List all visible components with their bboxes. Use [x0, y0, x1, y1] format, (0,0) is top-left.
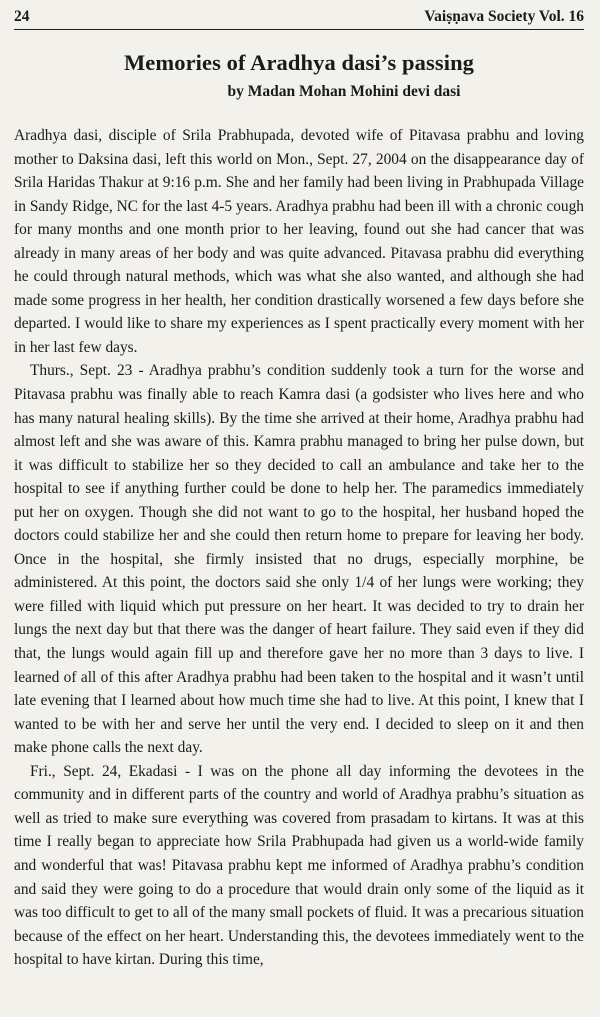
- paragraph-1: Aradhya dasi, disciple of Srila Prabhupada, devoted wife of Pitavasa prabhu and loving mother to Daksina dasi, left this world on Mon., Sept. 27, 2004 on the disappearance day of Srila Haridas Thakur at 9:16 p.m. She and her family had been living in Prabhupada Village in Sandy Ridge, NC for the last 4-5 years. Aradhya prabhu had been ill with a chronic cough for many months and one month prior to her leaving, found out she had cancer that was already in many areas of her body and was quite advanced. Pitavasa prabhu did everything he could through natural methods, which was what she also wanted, and although she had made some progress in her health, her condition drastically worsened a few days before she departed. I would like to share my experiences as I spent practically every moment with her in her last few days.: [14, 127, 584, 356]
- paragraph-3: Fri., Sept. 24, Ekadasi - I was on the phone all day informing the devotees in the community and in different parts of the country and world of Aradhya prabhu’s situation as well as tried to make sure everything was covered from prasadam to kirtans. It was at this time I really began to appreciate how Srila Prabhupada had given us a world-wide family and wonderful that was! Pitavasa prabhu kept me informed of Aradhya prabhu’s condition and said they were going to do a procedure that would drain only some of the liquid as it was too difficult to get to all of the many small pockets of fluid. It was a precarious situation because of the effect on her heart. Understanding this, the devotees immediately went to the hospital to have kirtan. During this time,: [14, 762, 584, 969]
- paragraph-2: Thurs., Sept. 23 - Aradhya prabhu’s condition suddenly took a turn for the worse and Pitavasa prabhu was finally able to reach Kamra dasi (a godsister who lives here and who has many natural healing skills). By the time she arrived at their home, Aradhya prabhu had almost left and she was aware of this. Kamra prabhu managed to bring her pulse down, but it was difficult to stabilize her so they decided to call an ambulance and take her to the hospital to see if anything further could be done to help her. The paramedics immediately put her on oxygen. Though she did not want to go to the hospital, her husband hoped the doctors could stabilize her and she could then return home to prepare for leaving her body. Once in the hospital, she firmly insisted that no drugs, especially morphine, be administered. At this point, the doctors said she only 1/4 of her lungs were working; they were filled with liquid which put pressure on her heart. It was decided to try to drain her lungs the next day but that there was the danger of heart failure. They said even if they did that, the lungs would again fill up and therefore gave her no more than 3 days to live. I learned of all of this after Aradhya prabhu had been taken to the hospital and it wasn’t until late evening that I learned about how much time she had to live. At this point, I knew that I wanted to be with her and serve her until the very end. I decided to sleep on it and then make phone calls the next day.: [14, 362, 584, 757]
- page-number: 24: [14, 8, 30, 25]
- running-header: [14, 0, 584, 26]
- header-rule: [14, 29, 584, 30]
- article-body: [14, 124, 584, 972]
- publication-title: Vaiṣṇava Society Vol. 16: [424, 8, 584, 25]
- article-byline: by Madan Mohan Mohini devi dasi: [227, 83, 461, 100]
- article-title: Memories of Aradhya dasi’s passing: [123, 50, 475, 75]
